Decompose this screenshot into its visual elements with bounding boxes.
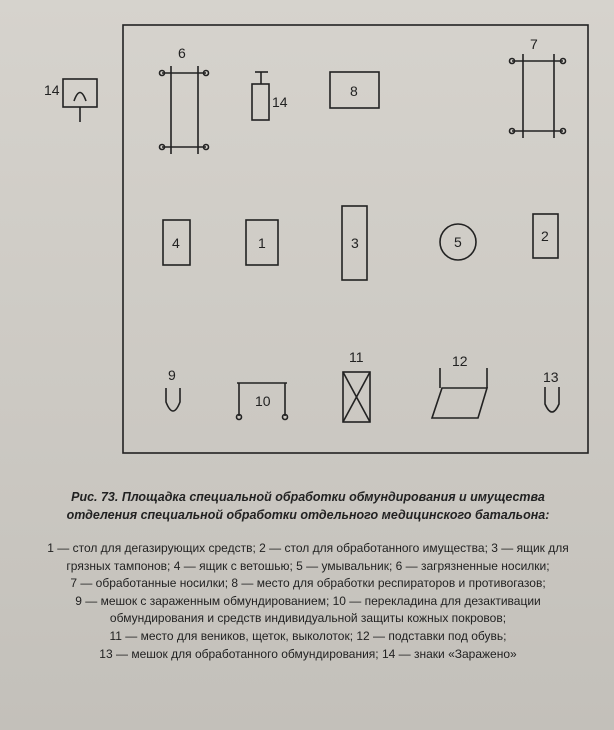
legend-line: 7 — обработанные носилки; 8 — место для обработки респираторов и противогазов; xyxy=(70,576,546,591)
label-14-outside: 14 xyxy=(44,82,60,98)
label-13: 13 xyxy=(543,369,559,385)
legend-line: грязных тампонов; 4 — ящик с ветошью; 5 — умывальник; 6 — загрязненные носилки; xyxy=(66,558,550,573)
label-3: 3 xyxy=(351,235,359,251)
shoe-stand-12 xyxy=(432,368,487,418)
sack-9 xyxy=(166,388,180,411)
label-12: 12 xyxy=(452,353,468,369)
caption-title-line-2: отделения специальной обработки отдельного медицинского батальона: xyxy=(66,508,550,522)
stretcher-7 xyxy=(510,54,566,138)
caption-title-line-1: Рис. 73. Площадка специальной обработки обмундирования и имущества xyxy=(71,490,545,504)
label-9: 9 xyxy=(168,367,176,383)
box-11 xyxy=(343,372,370,422)
label-1: 1 xyxy=(258,235,266,251)
legend-line: 13 — мешок для обработанного обмундирования; 14 — знаки «Заражено» xyxy=(99,646,517,661)
legend-line: 9 — мешок с зараженным обмундированием; 10 — перекладина для дезактивации xyxy=(75,593,541,608)
label-8: 8 xyxy=(350,83,358,99)
label-4: 4 xyxy=(172,235,180,251)
sign-14-inside xyxy=(252,72,269,120)
label-5: 5 xyxy=(454,234,462,250)
figure-legend xyxy=(30,540,586,663)
figure-caption-title xyxy=(30,488,586,524)
label-2: 2 xyxy=(541,228,549,244)
legend-line: 11 — место для веников, щеток, выколоток; 12 — подставки под обувь; xyxy=(109,628,507,643)
legend-line: обмундирования и средств индивидуальной защиты кожных покровов; xyxy=(109,611,507,626)
label-6: 6 xyxy=(178,45,186,61)
sign-14-outside xyxy=(63,79,97,122)
label-10: 10 xyxy=(255,393,271,409)
sack-13 xyxy=(545,387,559,412)
stretcher-6 xyxy=(160,66,209,154)
label-7: 7 xyxy=(530,36,538,52)
label-14-inside: 14 xyxy=(272,94,288,110)
label-11: 11 xyxy=(349,349,364,365)
legend-line: 1 — стол для дегазирующих средств; 2 — стол для обработанного имущества; 3 — ящик для xyxy=(47,541,569,555)
